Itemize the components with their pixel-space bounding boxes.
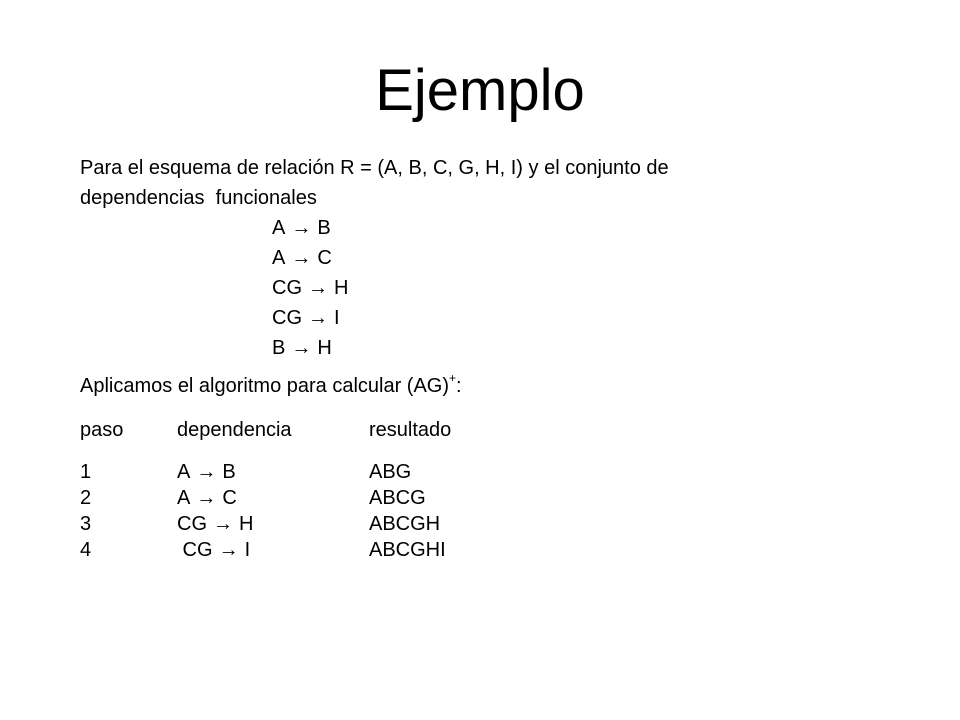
arrow-icon: →	[308, 277, 328, 299]
dependency-left: CG	[177, 539, 213, 561]
dependency-right: H	[317, 337, 332, 359]
dependency-left: CG	[177, 513, 207, 535]
paso-cell: 3	[80, 513, 92, 535]
dependency-left: B	[272, 337, 286, 359]
intro-line-2: dependencias funcionales	[80, 187, 317, 209]
dependency-item	[272, 336, 348, 366]
dependencia-cell	[177, 538, 253, 564]
dependency-left: A	[272, 247, 286, 269]
dependency-left: CG	[272, 277, 302, 299]
dependency-right: B	[317, 217, 331, 239]
dependency-item	[272, 246, 348, 276]
resultado-cell: ABCGHI	[369, 539, 446, 561]
arrow-icon: →	[291, 217, 312, 239]
header-paso: paso	[80, 419, 124, 441]
dependency-right: I	[244, 539, 251, 561]
dependency-right: H	[334, 277, 349, 299]
resultado-cell: ABG	[369, 461, 412, 483]
dependency-right: B	[222, 461, 236, 483]
dependency-list	[272, 216, 348, 366]
dependency-left: A	[272, 217, 286, 239]
header-dependencia: dependencia	[177, 419, 292, 441]
arrow-icon: →	[218, 539, 239, 561]
dependency-right: I	[334, 307, 340, 329]
resultado-cell: ABCG	[369, 487, 426, 509]
dependency-right: C	[317, 247, 332, 269]
paso-cell: 4	[80, 539, 92, 561]
arrow-icon: →	[291, 247, 312, 269]
resultado-cell: ABCGH	[369, 513, 441, 535]
dependency-left: CG	[272, 307, 302, 329]
paso-cell: 2	[80, 487, 92, 509]
dependency-left: A	[177, 487, 191, 509]
dependencia-cell	[177, 460, 253, 486]
paso-column	[80, 460, 91, 564]
dependency-item	[272, 306, 348, 336]
slide-title: Ejemplo	[375, 58, 585, 123]
arrow-icon: →	[308, 307, 328, 329]
algorithm-suffix: :	[456, 375, 462, 397]
intro-line-1: Para el esquema de relación R = (A, B, C, G, H, I) y el conjunto de	[80, 157, 669, 179]
closure-superscript: +	[449, 371, 457, 386]
header-resultado: resultado	[369, 419, 452, 441]
arrow-icon: →	[196, 487, 217, 509]
arrow-icon: →	[196, 461, 217, 483]
dependencia-column	[177, 460, 253, 564]
dependency-right: H	[239, 513, 254, 535]
dependency-item	[272, 216, 348, 246]
arrow-icon: →	[291, 337, 312, 359]
arrow-icon: →	[213, 513, 233, 535]
paso-cell: 1	[80, 461, 92, 483]
resultado-column	[369, 460, 446, 564]
dependencia-cell	[177, 512, 253, 538]
dependency-item	[272, 276, 348, 306]
algorithm-text: Aplicamos el algoritmo para calcular (AG)	[80, 375, 450, 397]
dependency-left: A	[177, 461, 191, 483]
algorithm-statement	[80, 371, 462, 398]
dependencia-cell	[177, 486, 253, 512]
dependency-right: C	[222, 487, 237, 509]
